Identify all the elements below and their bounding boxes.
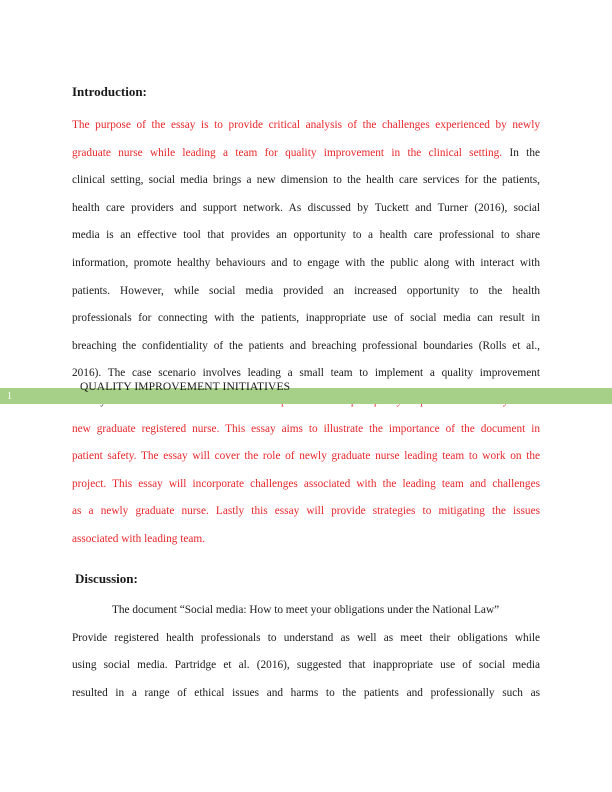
page-number: 1 [7,391,12,402]
paragraph-line [72,201,540,215]
highlighted-text: graduate nurse while leading a team for quality improvement in the clinical setting. [72,146,503,159]
body-text: using social media. Partridge et al. (2016), suggested that inappropriate use of social media [72,659,540,672]
paragraph-line [72,284,540,298]
body-text: The document “Social media: How to meet your obligations under the National Law” [112,604,500,616]
highlighted-text: as a newly graduate nurse. Lastly this essay will provide strategies to mitigating the issues [72,505,540,518]
body-text: patients. However, while social media provided an increased opportunity to the health [72,284,540,297]
body-text: resulted in a range of ethical issues and harms to the patients and professionally such as [72,686,540,699]
body-text: professionals for connecting with the patients, inappropriate use of social media can result in [72,312,540,325]
paragraph-line [72,686,540,700]
body-text: In the [502,146,540,159]
highlighted-text: associated with leading team. [72,533,206,545]
paragraph-line [72,228,540,242]
discussion-heading: Discussion: [75,571,138,586]
body-text: information, promote healthy behaviours and to engage with the public along with interact with [72,257,540,269]
body-text: health care providers and support network. As discussed by Tuckett and Turner (2016), social [72,201,540,214]
body-text: breaching the confidentiality of the patients and breaching professional boundaries (Rolls et al., [72,339,540,352]
paragraph-line [72,118,540,132]
paragraph-line [72,504,540,518]
highlighted-text: project. This essay will incorporate challenges associated with the leading team and challenges [72,477,540,490]
body-text: clinical setting, social media brings a new dimension to the health care services for the patients, [72,174,540,187]
paragraph-line [72,311,540,325]
highlighted-text: The purpose of the essay is to provide critical analysis of the challenges experienced by newly [72,119,540,131]
highlighted-text: new graduate registered nurse. This essay aims to illustrate the importance of the document in [72,422,540,435]
paragraph-line [72,658,540,672]
paragraph-line [72,631,540,645]
body-text: 2016). The case scenario involves leading a small team to implement a quality improvement [72,367,540,380]
introduction-heading: Introduction: [72,84,147,99]
paragraph-line [72,532,540,546]
paragraph-line [72,339,540,353]
paragraph-line [112,603,540,617]
paragraph-line [72,477,540,491]
body-text: media is an effective tool that provides an opportunity to a health care professional to share [72,229,540,242]
running-title: QUALITY IMPROVEMENT INITIATIVES [80,381,291,393]
paragraph-line [72,256,540,270]
paragraph-line [72,146,540,160]
paragraph-line [72,449,540,463]
paragraph-line [72,366,540,380]
body-text: Provide registered health professionals to understand as well as meet their obligations while [72,631,540,644]
highlighted-text: patient safety. The essay will cover the role of newly graduate nurse leading team to work on the [72,450,540,463]
paragraph-line [72,173,540,187]
paragraph-line [72,422,540,436]
